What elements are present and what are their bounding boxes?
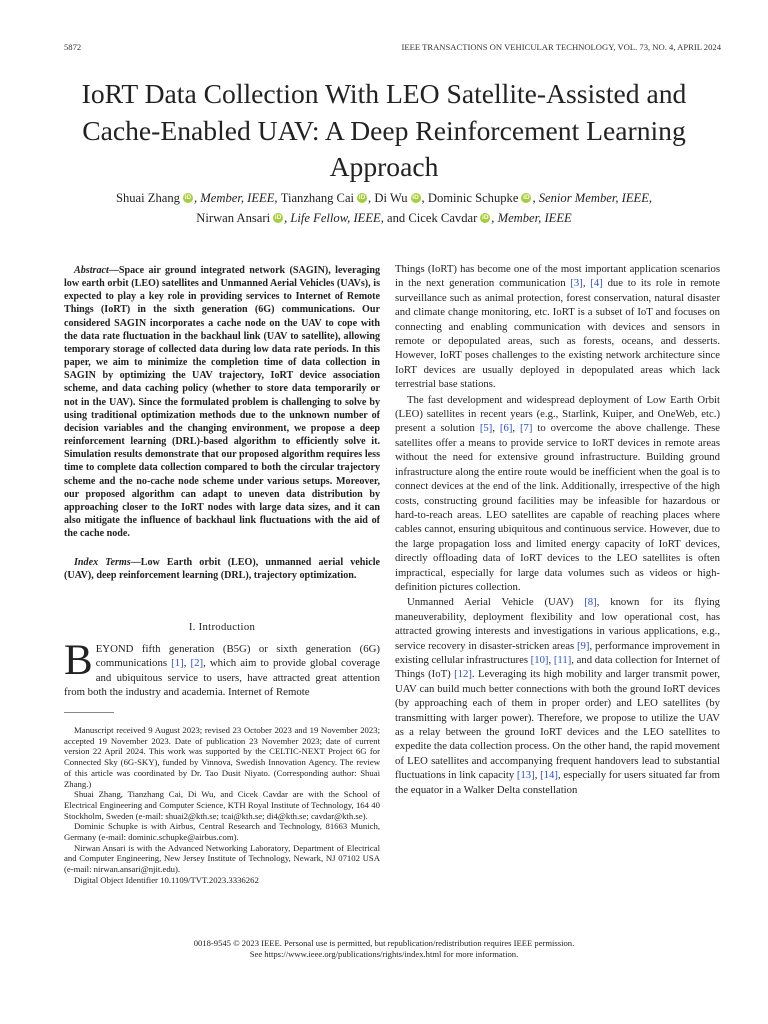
citation-link[interactable]: [1] <box>171 657 184 670</box>
author-name[interactable]: Dominic Schupke <box>427 191 519 205</box>
author-membership: , Senior Member, IEEE, <box>532 191 653 205</box>
citation-link[interactable]: [9] <box>577 639 590 652</box>
section-heading: I. Introduction <box>188 621 256 633</box>
body-text: Unmanned Aerial Vehicle (UAV) <box>407 596 585 609</box>
citation-link[interactable]: [3] <box>570 277 583 290</box>
abstract-label: Abstract <box>74 265 109 276</box>
citation-link[interactable]: [7] <box>520 422 533 435</box>
author-name[interactable]: Cicek Cavdar <box>408 210 478 225</box>
orcid-icon[interactable]: iD <box>412 194 419 201</box>
abstract-text: —Space air ground integrated network (SAGIN), leveraging low earth orbit (LEO) satellites and Unmanned Aerial Vehicles (UAVs), is expected to play a key role in providing services to Internet of Remote Things (IoRT) in the sixth generation (6G) communications. Our considered SAGIN incorporates a cache node on the UAV to cope with the data rate fluctuation in the backhaul link (UAV to satellite), allowing temporary storage of collected data during low data rate periods. In this paper, we aim to minimize the completion time of data collection in SAGIN by optimizing the UAV trajectory, IoRT device association scheme, and data caching policy (whether to store data temporarily or not in the UAV). Since the formulated problem is challenging to solve by using traditional optimization methods due to the unknown number of decision variables and the changing environment, we propose a deep reinforcement learning (DRL)-based algorithm to efficiently solve it. Simulation results demonstrate that our proposed algorithm requires less time to complete data collection compared to both the circular trajectory scheme and the no-cache node scheme under various setups. Moreover, our proposed algorithm can adapt to uneven data distribution by approaching closer to the IoRT nodes with large data sizes, and it can also mitigate the influence of backhaul link fluctuations with the aid of the cache node. <box>64 265 380 540</box>
drop-cap: B <box>64 637 93 684</box>
body-text: , and data collection for Internet of Things (IoT) <box>395 653 721 681</box>
intro-text: fifth generation (B5G) or sixth generation (6G) communications <box>95 643 380 670</box>
citation-link[interactable]: [14] <box>540 769 558 782</box>
author-membership: , Life Fellow, IEEE, <box>284 210 388 225</box>
body-text: . Leveraging its high mobility and larger transmit power, UAV can build much better connections with both the ground IoRT devices (by approaching each of them in proper order) and LEO satellites (by transmitting with larger power). Therefore, we propose to utilize the UAV as a relay between the ground IoRT devices and the LEO satellites to expedite the data collection process. On the other hand, the rapid movement of LEO satellites and accompanying frequent handovers lead to substantial fluctuations in link capacity <box>395 668 720 782</box>
orcid-icon[interactable]: iD <box>184 194 192 201</box>
copyright-footer <box>80 938 688 960</box>
orcid-icon[interactable]: iD <box>274 213 282 221</box>
rights-link[interactable]: See https://www.ieee.org/publications/rights/index.html for more information. <box>249 949 519 960</box>
author-membership: , Member, IEEE, <box>193 191 281 205</box>
intro-text: , which aim to provide global coverage and ubiquitous service to users, have attracted great attention from both the industry and academia. Internet of Remote <box>64 657 380 699</box>
author-name[interactable]: Shuai Zhang <box>115 191 180 205</box>
citation-link[interactable]: [12] <box>454 668 472 681</box>
author-conjunction: and <box>387 210 409 225</box>
author-membership: , Member, IEEE <box>491 210 572 225</box>
index-terms <box>64 556 380 582</box>
author-separator: , <box>421 191 428 205</box>
citation-separator: , <box>534 769 541 782</box>
body-text: , performance improvement in existing cellular infrastructures <box>395 639 720 666</box>
footnotes <box>64 725 380 886</box>
author-name[interactable]: Nirwan Ansari <box>196 210 271 225</box>
author-name[interactable]: Tianzhang Cai <box>280 191 355 205</box>
citation-link[interactable]: [11] <box>553 653 572 666</box>
citation-link[interactable]: [5] <box>479 422 493 435</box>
body-paragraph <box>395 393 720 595</box>
copyright-line: 0018-9545 © 2023 IEEE. Personal use is permitted, but republication/redistribution requires IEEE permission. <box>193 938 575 948</box>
index-terms-label: Index Terms <box>74 557 131 568</box>
citation-link[interactable]: [10] <box>530 653 549 666</box>
footnote-affiliation: Dominic Schupke is with Airbus, Central Research and Technology, 81663 Munich, Germany (e-mail: dominic.schupke@airbus.com). <box>64 821 380 843</box>
body-paragraph <box>395 262 720 392</box>
author-separator: , <box>368 191 375 205</box>
orcid-icon[interactable]: iD <box>358 194 366 201</box>
right-column <box>395 262 720 797</box>
citation-separator: , <box>582 277 591 290</box>
body-text: to overcome the above challenge. These satellites offer a means to provide service to IoRT devices in remote areas without the need for extensive ground infrastructure. Building ground infrastructure along the entire route would be inefficient when the goal is to connect devices at the end of the link. Additionally, irrespective of the high costs, constructing ground facilities may be infeasible for hazardous or hard-to-reach areas. LEO satellites are capable of reaching places where cables cannot, ensuring ubiquitous and continuous service. However, due to the large propagation loss and limited energy capacity of IoRT devices, directly offloading data of IoRT devices to the LEO satellites is often impractical, especially for large data volumes such as videos or high-definition pictures collection. <box>395 422 721 593</box>
body-text: Things (IoRT) has become one of the most important application scenarios in the next generation communication <box>395 263 720 290</box>
body-text: , especially for users situated far from the equator in a Walker Delta constellation <box>395 769 720 796</box>
abstract <box>64 264 380 540</box>
body-text: The fast development and widespread deployment of Low Earth Orbit (LEO) satellites in recent years (e.g., Starlink, Kuiper, and OneWeb, etc.) present a solution <box>395 393 720 435</box>
citation-link[interactable]: [13] <box>516 769 535 782</box>
paper-title: IoRT Data Collection With LEO Satellite-Assisted and Cache-Enabled UAV: A Deep Reinforcement Learning Approach <box>81 78 687 182</box>
citation-separator: , <box>183 657 191 670</box>
footnote-affiliation: Nirwan Ansari is with the Advanced Networking Laboratory, Department of Electrical and Computer Engineering, New Jersey Institute of Technology, Newark, NJ 07102 USA (e-mail: nirwan.ansari@njit.edu). <box>64 842 380 875</box>
intro-paragraph <box>64 637 380 700</box>
citation-separator: , <box>512 422 520 435</box>
running-header: IEEE TRANSACTIONS ON VEHICULAR TECHNOLOGY, VOL. 73, NO. 4, APRIL 2024 <box>401 42 721 52</box>
footnote-doi[interactable]: Digital Object Identifier 10.1109/TVT.2023.3336262 <box>74 874 259 885</box>
body-text: , known for its flying maneuverability, deployment flexibility and low operational cost, has attracted growing interests and investigations in various applications, e.g., service recovery in disaster-stricken areas <box>395 596 720 652</box>
citation-link[interactable]: [2] <box>190 657 204 670</box>
footnote-manuscript: Manuscript received 9 August 2023; revised 23 October 2023 and 19 November 2023; accepted 19 November 2023. Date of publication 23 November 2023; date of current version 22 April 2024. This work was supported by the CELTIC-NEXT Project 6G for Connected Sky (6G-SKY), funded by Vinnova, Swedish Innovation Agency. The review of this article was coordinated by Dr. Tao Dusit Niyato. (Corresponding author: Shuai Zhang.) <box>64 725 380 789</box>
page-number: 5872 <box>64 42 82 52</box>
author-list <box>60 189 708 228</box>
author-name[interactable]: Di Wu <box>374 191 408 205</box>
citation-link[interactable]: [4] <box>590 277 603 290</box>
orcid-icon[interactable]: iD <box>482 213 489 221</box>
index-terms-text: —Low Earth orbit (LEO), unmanned aerial vehicle (UAV), deep reinforcement learning (DRL), trajectory optimization. <box>64 557 380 582</box>
citation-separator: , <box>492 422 500 435</box>
body-text: due to its role in remote surveillance such as animal protection, forest conservation, natural disaster and climate change monitoring, etc. IoRT is a subset of IoT and focuses on connecting and enabling communication with devices and sensors in remote or depopulated areas, such as forests, oceans, and desserts. However, IoRT poses challenges to the existing network architecture since IoRT devices are usually deployed in depopulated areas which lack terrestrial base stations. <box>395 277 721 391</box>
citation-separator: , <box>548 653 554 666</box>
citation-link[interactable]: [8] <box>584 596 597 609</box>
orcid-icon[interactable]: iD <box>523 194 530 201</box>
intro-smallcaps: EYOND <box>95 643 134 655</box>
footnote-divider <box>64 712 114 713</box>
citation-link[interactable]: [6] <box>499 422 513 435</box>
footnote-affiliation: Shuai Zhang, Tianzhang Cai, Di Wu, and Cicek Cavdar are with the School of Electrical Engineering and Computer Science, KTH Royal Institute of Technology, 164 40 Stockholm, Sweden (e-mail: shuai2@kth.se; tcai@kth.se; di4@kth.se; cavdar@kth.se). <box>64 789 380 821</box>
body-paragraph <box>395 595 720 797</box>
